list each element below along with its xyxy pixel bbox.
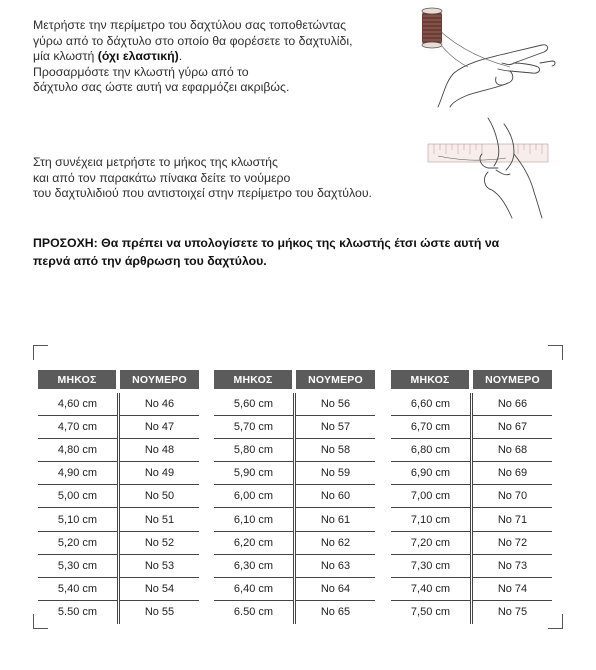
- hand-with-thread-spool-illustration: [410, 3, 560, 111]
- step2-line3: του δαχτυλιδιού που αντιστοιχεί στην περίμετρο του δαχτύλου.: [33, 186, 372, 200]
- length-cell: 4,90 cm: [38, 462, 118, 485]
- size-number-cell: No 71: [472, 508, 552, 531]
- table-row: [38, 416, 199, 439]
- size-number-cell: No 74: [472, 578, 552, 601]
- size-number-cell: No 56: [295, 393, 375, 416]
- table-row: [38, 532, 199, 555]
- table-row: [391, 393, 552, 416]
- length-cell: 6,70 cm: [391, 416, 471, 439]
- table-row: [214, 485, 375, 508]
- table-body: [214, 393, 375, 624]
- table-row: [38, 485, 199, 508]
- size-number-cell: No 52: [119, 532, 199, 555]
- hand-measuring-thread-on-ruler-illustration: [418, 114, 558, 219]
- table-row: [214, 601, 375, 624]
- length-cell: 5.50 cm: [38, 601, 118, 624]
- table-row: [391, 416, 552, 439]
- length-cell: 4,80 cm: [38, 439, 118, 462]
- step1-line5: δάχτυλο σας ώστε αυτή να εφαρμόζει ακριβώς.: [33, 80, 290, 94]
- ruler-icon: [428, 144, 548, 162]
- length-cell: 6,20 cm: [214, 532, 294, 555]
- size-number-cell: No 67: [472, 416, 552, 439]
- size-number-header: ΝΟΥΜΕΡΟ: [473, 370, 552, 389]
- size-number-cell: No 54: [119, 578, 199, 601]
- length-header: ΜΗΚΟΣ: [38, 370, 116, 389]
- table-row: [214, 393, 375, 416]
- length-cell: 7,00 cm: [391, 485, 471, 508]
- size-number-cell: No 60: [295, 485, 375, 508]
- size-table-2: [214, 370, 375, 624]
- size-number-cell: No 69: [472, 462, 552, 485]
- size-number-cell: No 68: [472, 439, 552, 462]
- crop-mark-top-left: [33, 345, 48, 360]
- table-row: [38, 439, 199, 462]
- table-row: [391, 532, 552, 555]
- table-row: [214, 416, 375, 439]
- length-cell: 5,80 cm: [214, 439, 294, 462]
- step2-line1: Στη συνέχεια μετρήστε το μήκος της κλωστής: [33, 155, 278, 169]
- step1-instructions: [33, 18, 353, 96]
- table-header: [38, 370, 199, 389]
- length-header: ΜΗΚΟΣ: [391, 370, 469, 389]
- length-cell: 7,40 cm: [391, 578, 471, 601]
- table-header: [214, 370, 375, 389]
- length-cell: 7,10 cm: [391, 508, 471, 531]
- length-cell: 5,60 cm: [214, 393, 294, 416]
- step1-line3: [33, 49, 353, 65]
- length-cell: 5,10 cm: [38, 508, 118, 531]
- length-cell: 6,10 cm: [214, 508, 294, 531]
- table-row: [38, 393, 199, 416]
- table-row: [38, 601, 199, 624]
- table-row: [391, 439, 552, 462]
- size-number-cell: No 65: [295, 601, 375, 624]
- size-number-cell: No 51: [119, 508, 199, 531]
- size-number-cell: No 46: [119, 393, 199, 416]
- size-number-cell: No 70: [472, 485, 552, 508]
- length-cell: 5,90 cm: [214, 462, 294, 485]
- length-cell: 7,50 cm: [391, 601, 471, 624]
- size-number-cell: No 48: [119, 439, 199, 462]
- length-header: ΜΗΚΟΣ: [214, 370, 292, 389]
- step1-line2: γύρω από το δάχτυλο στο οποίο θα φορέσετε το δαχτυλίδι,: [33, 33, 353, 48]
- table-body: [391, 393, 552, 624]
- size-number-cell: No 58: [295, 439, 375, 462]
- length-cell: 5,30 cm: [38, 555, 118, 578]
- table-row: [391, 485, 552, 508]
- length-cell: 7,20 cm: [391, 532, 471, 555]
- size-number-cell: No 62: [295, 532, 375, 555]
- length-cell: 6,30 cm: [214, 555, 294, 578]
- length-cell: 6,90 cm: [391, 462, 471, 485]
- step2-line2: και από τον παρακάτω πίνακα δείτε το νούμερο: [33, 170, 291, 185]
- table-row: [38, 508, 199, 531]
- table-row: [38, 462, 199, 485]
- warning-line1: ΠΡΟΣΟΧΗ: Θα πρέπει να υπολογίσετε το μήκος της κλωστής έτσι ώστε αυτή να: [33, 236, 500, 250]
- size-number-cell: No 59: [295, 462, 375, 485]
- length-cell: 6,00 cm: [214, 485, 294, 508]
- size-number-header: ΝΟΥΜΕΡΟ: [120, 370, 199, 389]
- table-row: [214, 462, 375, 485]
- warning-note: [33, 234, 499, 270]
- table-row: [391, 601, 552, 624]
- length-cell: 6.50 cm: [214, 601, 294, 624]
- size-number-cell: No 57: [295, 416, 375, 439]
- length-cell: 7,30 cm: [391, 555, 471, 578]
- size-table-1: [38, 370, 199, 624]
- crop-mark-top-right: [548, 345, 563, 360]
- length-cell: 4,60 cm: [38, 393, 118, 416]
- size-number-cell: No 55: [119, 601, 199, 624]
- table-row: [214, 439, 375, 462]
- table-header: [391, 370, 552, 389]
- step1-line3-prefix: μία κλωστή: [33, 49, 98, 63]
- table-row: [391, 462, 552, 485]
- step1-line3-suffix: .: [178, 49, 183, 63]
- size-number-cell: No 47: [119, 416, 199, 439]
- table-row: [214, 532, 375, 555]
- table-row: [391, 555, 552, 578]
- size-number-header: ΝΟΥΜΕΡΟ: [296, 370, 375, 389]
- size-number-cell: No 61: [295, 508, 375, 531]
- size-number-cell: No 53: [119, 555, 199, 578]
- length-cell: 6,80 cm: [391, 439, 471, 462]
- size-number-cell: No 50: [119, 485, 199, 508]
- step1-line4: Προσαρμόστε την κλωστή γύρω από το: [33, 64, 249, 79]
- size-number-cell: No 73: [472, 555, 552, 578]
- length-cell: 6,60 cm: [391, 393, 471, 416]
- table-row: [38, 578, 199, 601]
- table-row: [214, 508, 375, 531]
- table-row: [214, 578, 375, 601]
- not-elastic-emphasis: (όχι ελαστική): [97, 49, 179, 63]
- size-number-cell: No 72: [472, 532, 552, 555]
- table-row: [38, 555, 199, 578]
- table-row: [391, 508, 552, 531]
- table-row: [391, 578, 552, 601]
- length-cell: 5,00 cm: [38, 485, 118, 508]
- thread-spool-icon: [422, 8, 442, 48]
- table-row: [214, 555, 375, 578]
- step2-instructions: [33, 155, 372, 202]
- table-body: [38, 393, 199, 624]
- size-number-cell: No 49: [119, 462, 199, 485]
- size-number-cell: No 75: [472, 601, 552, 624]
- length-cell: 4,70 cm: [38, 416, 118, 439]
- size-number-cell: No 66: [472, 393, 552, 416]
- warning-line2: περνά από την άρθρωση του δαχτύλου.: [33, 254, 267, 268]
- size-table-3: [391, 370, 552, 624]
- size-number-cell: No 63: [295, 555, 375, 578]
- length-cell: 5,70 cm: [214, 416, 294, 439]
- length-cell: 5,20 cm: [38, 532, 118, 555]
- length-cell: 6,40 cm: [214, 578, 294, 601]
- length-cell: 5,40 cm: [38, 578, 118, 601]
- size-number-cell: No 64: [295, 578, 375, 601]
- step1-line1: Μετρήστε την περίμετρο του δαχτύλου σας τοποθετώντας: [33, 18, 346, 32]
